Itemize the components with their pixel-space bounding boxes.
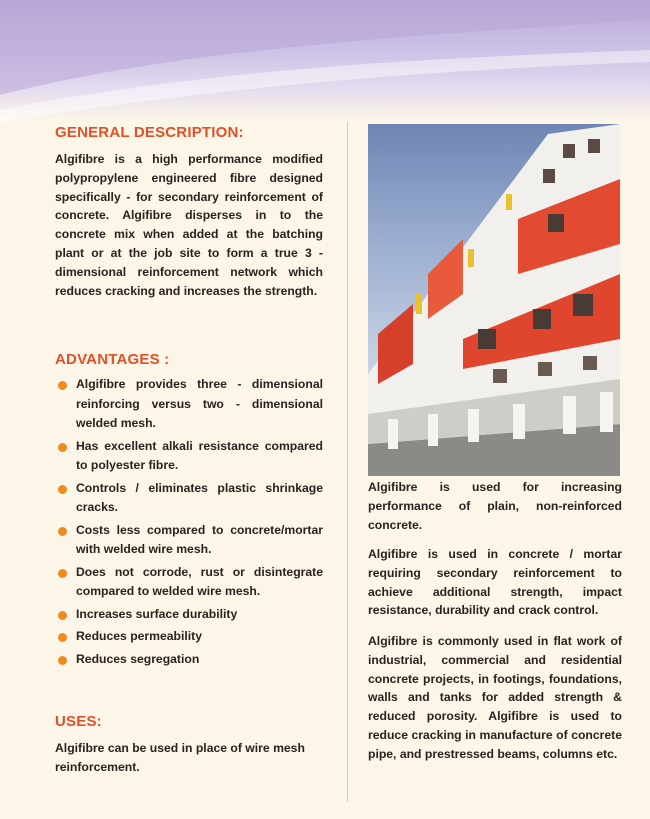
advantage-text: Controls / eliminates plastic shrinkage cracks. — [76, 480, 323, 514]
general-description-text: Algifibre is a high performance modified polypropylene engineered fibre designed specifically - for secondary reinforcement of concrete. Algifibre disperses in to the concrete mix when added at the batching plant or at the job site to form a true 3 - dimensional reinforcement network which reduces cracking and increases the strength. — [55, 152, 323, 298]
list-item — [55, 479, 323, 518]
bullet-icon — [58, 527, 67, 536]
bullet-icon — [58, 485, 67, 494]
building-photo — [368, 124, 620, 476]
advantages-heading: ADVANTAGES : — [55, 351, 170, 368]
header-wave-decoration — [0, 0, 650, 130]
bullet-icon — [58, 569, 67, 578]
right-paragraph-1: Algifibre is used for increasing performance of plain, non-reinforced concrete. — [368, 480, 622, 532]
list-item — [55, 437, 323, 476]
uses-text: Algifibre can be used in place of wire mesh reinforcement. — [55, 741, 305, 774]
advantage-text: Has excellent alkali resistance compared to polyester fibre. — [76, 438, 323, 472]
right-paragraph-3: Algifibre is commonly used in flat work of industrial, commercial and residential concrete projects, in footings, foundations, walls and tanks for added strength & reduced porosity. Algifibre is used to reduce cracking in manufacture of concrete pipe, and prestressed beams, columns etc. — [368, 634, 622, 761]
advantages-list — [55, 375, 323, 672]
bullet-icon — [58, 633, 67, 642]
list-item — [55, 375, 323, 434]
advantage-text: Increases surface durability — [76, 606, 238, 621]
list-item — [55, 605, 323, 625]
general-description-heading: GENERAL DESCRIPTION: — [55, 124, 244, 141]
bullet-icon — [58, 443, 67, 452]
bullet-icon — [58, 656, 67, 665]
advantage-text: Does not corrode, rust or disintegrate compared to welded wire mesh. — [76, 564, 323, 598]
advantage-text: Reduces segregation — [76, 651, 200, 666]
right-paragraph-2: Algifibre is used in concrete / mortar requiring secondary reinforcement to achieve additional strength, impact resistance, durability and crack control. — [368, 547, 622, 618]
list-item — [55, 650, 323, 670]
list-item — [55, 627, 323, 647]
bullet-icon — [58, 611, 67, 620]
column-divider — [347, 122, 348, 802]
advantage-text: Costs less compared to concrete/mortar with welded wire mesh. — [76, 522, 323, 556]
bullet-icon — [58, 381, 67, 390]
advantage-text: Algifibre provides three - dimensional reinforcing versus two - dimensional welded mesh. — [76, 377, 323, 430]
advantage-text: Reduces permeability — [76, 629, 202, 643]
list-item — [55, 521, 323, 560]
list-item — [55, 563, 323, 602]
uses-heading: USES: — [55, 713, 102, 730]
